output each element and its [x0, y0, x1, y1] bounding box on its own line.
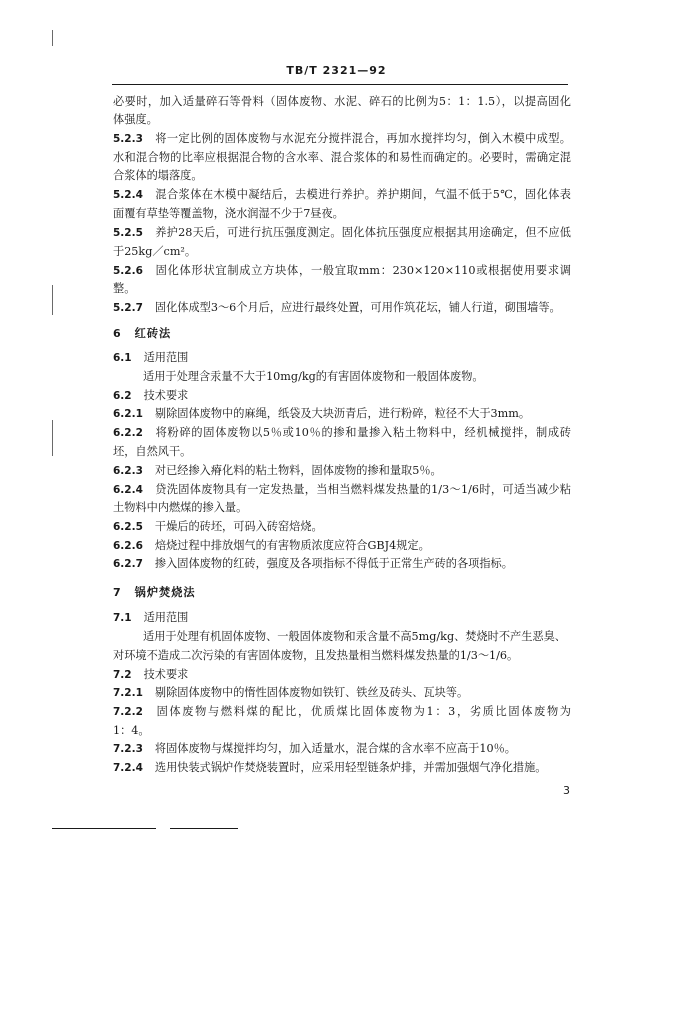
text-line — [143, 629, 571, 644]
clause-line — [113, 667, 571, 683]
clause-text: 对环境不造成二次污染的有害固体废物，且发热量相当燃料煤发热量的1/3～1/6。 — [113, 649, 519, 662]
clause-number: 6.2.1 — [113, 408, 143, 420]
clause-line — [113, 760, 571, 776]
clause-text: 剔除固体废物中的麻绳，纸袋及大块沥青后，进行粉碎，粒径不大于3mm。 — [154, 407, 531, 420]
header-rule — [112, 84, 568, 85]
scan-margin-mark — [52, 30, 53, 46]
clause-line — [113, 741, 571, 757]
clause-text: 将一定比例的固体废物与水泥充分搅拌混合，再加水搅拌均匀，倒入木模中成型。 — [154, 132, 571, 145]
clause-line — [113, 704, 571, 720]
clause-text: 1：4。 — [113, 724, 150, 737]
clause-number: 6 — [113, 327, 121, 340]
clause-number: 7.2.1 — [113, 687, 143, 699]
text-line — [113, 112, 571, 127]
clause-text: 固体废物与燃料煤的配比，优质煤比固体废物为1：3，劣质比固体废物为 — [154, 705, 571, 718]
text-line — [113, 150, 571, 165]
clause-number: 6.2.4 — [113, 484, 143, 496]
clause-text: 选用快装式锅炉作焚烧装置时，应采用轻型链条炉排，并需加强烟气净化措施。 — [154, 761, 547, 774]
clause-line — [113, 131, 571, 147]
clause-line — [113, 610, 571, 626]
clause-number: 5.2.3 — [113, 133, 143, 145]
footer-rule-right — [170, 828, 238, 829]
clause-number: 5.2.4 — [113, 189, 143, 201]
clause-text: 适用于处理有机固体废物、一般固体废物和汞含量不高5mg/kg、焚烧时不产生恶臭、 — [143, 630, 566, 643]
clause-number: 6.2 — [113, 390, 132, 402]
clause-text: 将固体废物与煤搅拌均匀，加入适量水，混合煤的含水率不应高于10％。 — [154, 742, 516, 755]
clause-text: 固化体成型3～6个月后，应进行最终处置，可用作筑花坛，铺人行道，砌围墙等。 — [154, 301, 561, 314]
clause-number: 6.1 — [113, 352, 132, 364]
clause-number: 5.2.5 — [113, 227, 143, 239]
clause-text: 将粉碎的固体废物以5％或10％的掺和量掺入粘土物料中，经机械搅拌，制成砖 — [154, 426, 571, 439]
clause-number: 6.2.5 — [113, 521, 143, 533]
text-line — [143, 369, 571, 384]
clause-line — [113, 263, 571, 279]
text-line — [113, 244, 571, 259]
clause-text: 于25kg／cm²。 — [113, 245, 197, 258]
clause-line — [113, 556, 571, 572]
clause-line — [113, 300, 571, 316]
text-line — [113, 206, 571, 221]
text-line — [113, 444, 571, 459]
clause-line — [113, 187, 571, 203]
clause-text: 固化体形状宜制成立方块体，一般宜取mm：230×120×110或根据使用要求调 — [154, 264, 571, 277]
clause-number: 5.2.6 — [113, 265, 143, 277]
clause-text: 体强度。 — [113, 113, 158, 126]
clause-text: 整。 — [113, 282, 136, 295]
clause-line — [113, 388, 571, 404]
clause-text: 面覆有草垫等覆盖物，浇水润湿不少于7昼夜。 — [113, 207, 344, 220]
section-heading — [113, 585, 571, 600]
clause-number: 7 — [113, 586, 121, 599]
clause-text: 掺入固体废物的红砖，强度及各项指标不得低于正常生产砖的各项指标。 — [154, 557, 513, 570]
clause-text: 贷洗固体废物具有一定发热量，当相当燃料煤发热量的1/3～1/6时，可适当减少粘 — [154, 483, 571, 496]
clause-line — [113, 538, 571, 554]
clause-text: 混合浆体在木模中凝结后，去模进行养护。养护期间，气温不低于5℃，固化体表 — [154, 188, 571, 201]
standard-code-header: TB/T 2321—92 — [286, 64, 387, 77]
text-line — [113, 168, 571, 183]
text-line — [113, 723, 571, 738]
text-line — [113, 648, 571, 663]
clause-text: 合浆体的塌落度。 — [113, 169, 203, 182]
text-line — [113, 281, 571, 296]
clause-text: 适用于处理含汞量不大于10mg/kg的有害固体废物和一般固体废物。 — [143, 370, 484, 383]
clause-number: 6.2.6 — [113, 540, 143, 552]
clause-line — [113, 350, 571, 366]
clause-line — [113, 482, 571, 498]
clause-text: 土物料中内燃煤的掺入量。 — [113, 501, 248, 514]
page-number: 3 — [563, 784, 570, 797]
clause-number: 5.2.7 — [113, 302, 143, 314]
scan-margin-mark — [52, 420, 53, 456]
text-line — [113, 500, 571, 515]
footer-rule-left — [52, 828, 156, 829]
clause-line — [113, 406, 571, 422]
clause-text: 对已经掺入瘠化料的粘土物料，固体废物的掺和量取5％。 — [154, 464, 442, 477]
clause-number: 7.2.3 — [113, 743, 143, 755]
clause-number: 7.2.4 — [113, 762, 143, 774]
clause-number: 6.2.3 — [113, 465, 143, 477]
clause-line — [113, 463, 571, 479]
section-heading — [113, 326, 571, 341]
section-title: 红砖法 — [134, 326, 172, 340]
clause-text: 坯，自然风干。 — [113, 445, 192, 458]
clause-number: 7.1 — [113, 612, 132, 624]
clause-line — [113, 685, 571, 701]
clause-text: 必要时，加入适量碎石等骨料（固体废物、水泥、碎石的比例为5：1：1.5），以提高固化 — [113, 95, 571, 108]
clause-text: 技术要求 — [143, 668, 189, 681]
clause-line — [113, 519, 571, 535]
section-title: 锅炉焚烧法 — [134, 585, 196, 599]
clause-text: 水和混合物的比率应根据混合物的含水率、混合浆体的和易性而确定的。必要时，需确定混 — [113, 151, 571, 164]
clause-line — [113, 425, 571, 441]
clause-line — [113, 225, 571, 241]
clause-text: 养护28天后，可进行抗压强度测定。固化体抗压强度应根据其用途确定，但不应低 — [154, 226, 571, 239]
clause-text: 焙烧过程中排放烟气的有害物质浓度应符合GBJ4规定。 — [154, 539, 430, 552]
text-line — [113, 94, 571, 109]
clause-text: 剔除固体废物中的惰性固体废物如铁钉、铁丝及砖头、瓦块等。 — [154, 686, 469, 699]
clause-number: 6.2.7 — [113, 558, 143, 570]
clause-number: 7.2 — [113, 669, 132, 681]
clause-text: 适用范围 — [143, 611, 189, 624]
clause-number: 6.2.2 — [113, 427, 143, 439]
scan-margin-mark — [52, 285, 53, 315]
clause-text: 干燥后的砖坯，可码入砖窑焙烧。 — [154, 520, 323, 533]
clause-text: 适用范围 — [143, 351, 189, 364]
clause-number: 7.2.2 — [113, 706, 143, 718]
clause-text: 技术要求 — [143, 389, 189, 402]
